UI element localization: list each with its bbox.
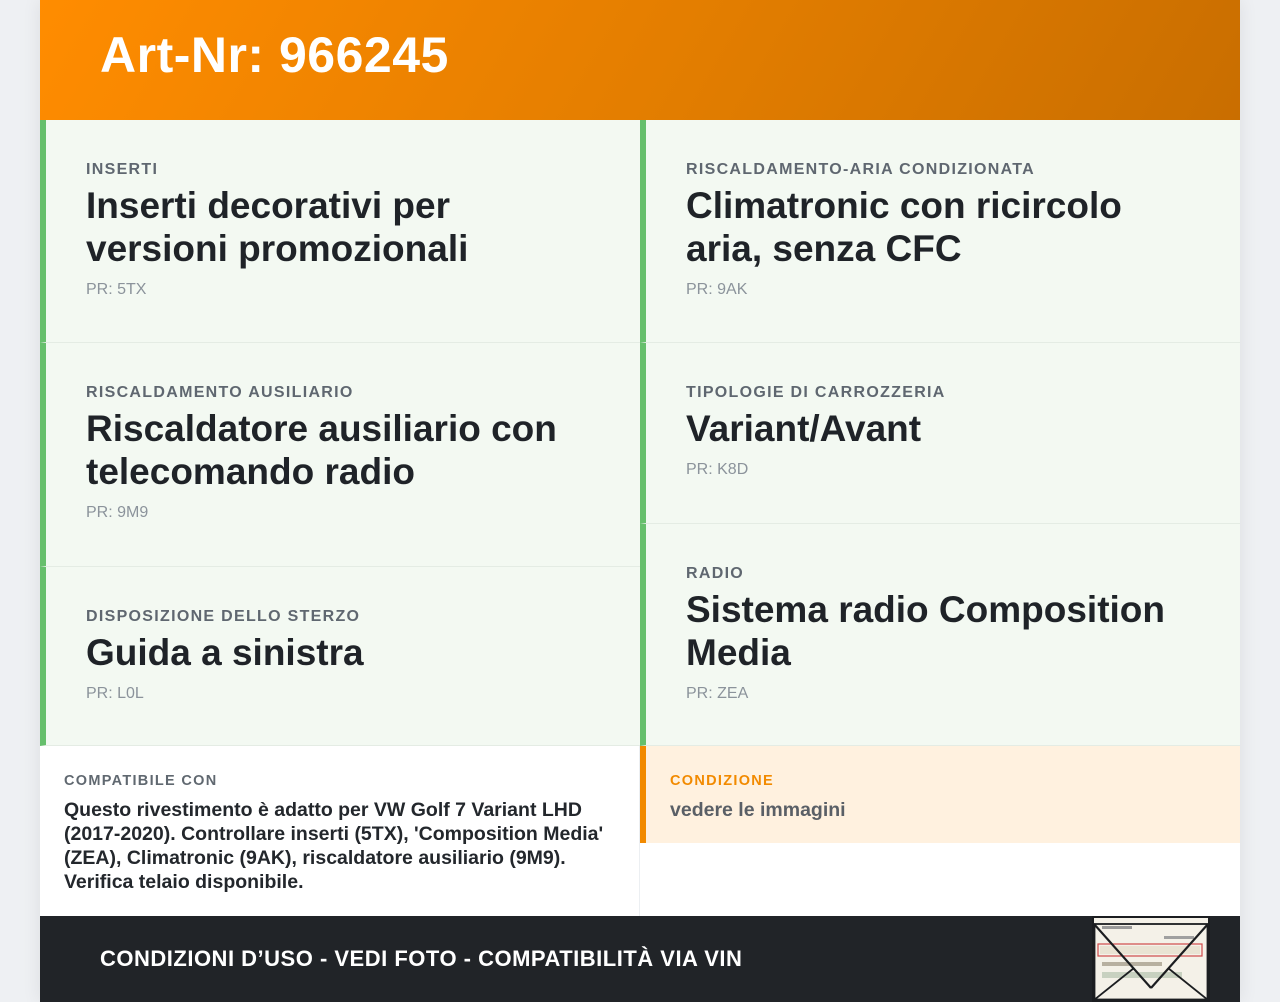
equipment-pr-code: PR: K8D	[686, 461, 749, 478]
compatibility-label: COMPATIBILE CON	[64, 773, 218, 789]
vehicle-label-photo-thumbnail-icon[interactable]	[1092, 916, 1210, 1002]
footer-text: CONDIZIONI D’USO - VEDI FOTO - COMPATIBILITÀ VIA VIN	[100, 946, 743, 971]
equipment-pr-code: PR: ZEA	[686, 685, 749, 702]
compatibility-panel	[40, 746, 640, 916]
equipment-card-carrozzeria	[640, 343, 1240, 524]
equipment-title: Variant/Avant	[686, 408, 922, 449]
equipment-category: INSERTI	[86, 161, 159, 178]
condition-text: vedere le immagini	[670, 799, 846, 821]
equipment-card-sterzo	[40, 567, 640, 746]
equipment-category: RISCALDAMENTO-ARIA CONDIZIONATA	[686, 161, 1036, 178]
info-row	[40, 746, 1240, 916]
header-bar	[40, 0, 1240, 120]
equipment-card-climatizzazione	[640, 120, 1240, 343]
equipment-column-right	[640, 120, 1240, 746]
equipment-category: TIPOLOGIE DI CARROZZERIA	[686, 384, 946, 401]
equipment-pr-code: PR: 9AK	[686, 281, 748, 298]
article-number-title: Art-Nr: 966245	[100, 27, 449, 83]
equipment-grid	[40, 120, 1240, 746]
condition-label: CONDIZIONE	[670, 773, 775, 789]
equipment-card-radio	[640, 524, 1240, 746]
equipment-category: RADIO	[686, 565, 745, 582]
equipment-column-left	[40, 120, 640, 746]
condition-panel	[640, 746, 1240, 843]
equipment-card-inserti	[40, 120, 640, 343]
equipment-pr-code: PR: 5TX	[86, 281, 147, 298]
equipment-category: RISCALDAMENTO AUSILIARIO	[86, 384, 354, 401]
equipment-title: Inserti decorativi per versioni promozionali	[86, 185, 469, 269]
equipment-card-riscaldamento-ausiliario	[40, 343, 640, 567]
equipment-pr-code: PR: L0L	[86, 685, 144, 702]
equipment-title: Guida a sinistra	[86, 632, 364, 673]
equipment-category: DISPOSIZIONE DELLO STERZO	[86, 608, 361, 625]
product-sheet	[40, 0, 1240, 1002]
equipment-pr-code: PR: 9M9	[86, 504, 149, 521]
equipment-title: Riscaldatore ausiliario con telecomando radio	[86, 408, 557, 492]
equipment-title: Climatronic con ricircolo aria, senza CFC	[686, 185, 1122, 269]
footer-bar	[40, 916, 1240, 1002]
compatibility-text: Questo rivestimento è adatto per VW Golf 7 Variant LHD (2017-2020). Controllare inserti (5TX), 'Composition Media' (ZEA), Climatronic (9AK), riscaldatore ausiliario (9M9). Verifica telaio disponibile.	[64, 799, 604, 893]
equipment-title: Sistema radio Composition Media	[686, 589, 1166, 673]
